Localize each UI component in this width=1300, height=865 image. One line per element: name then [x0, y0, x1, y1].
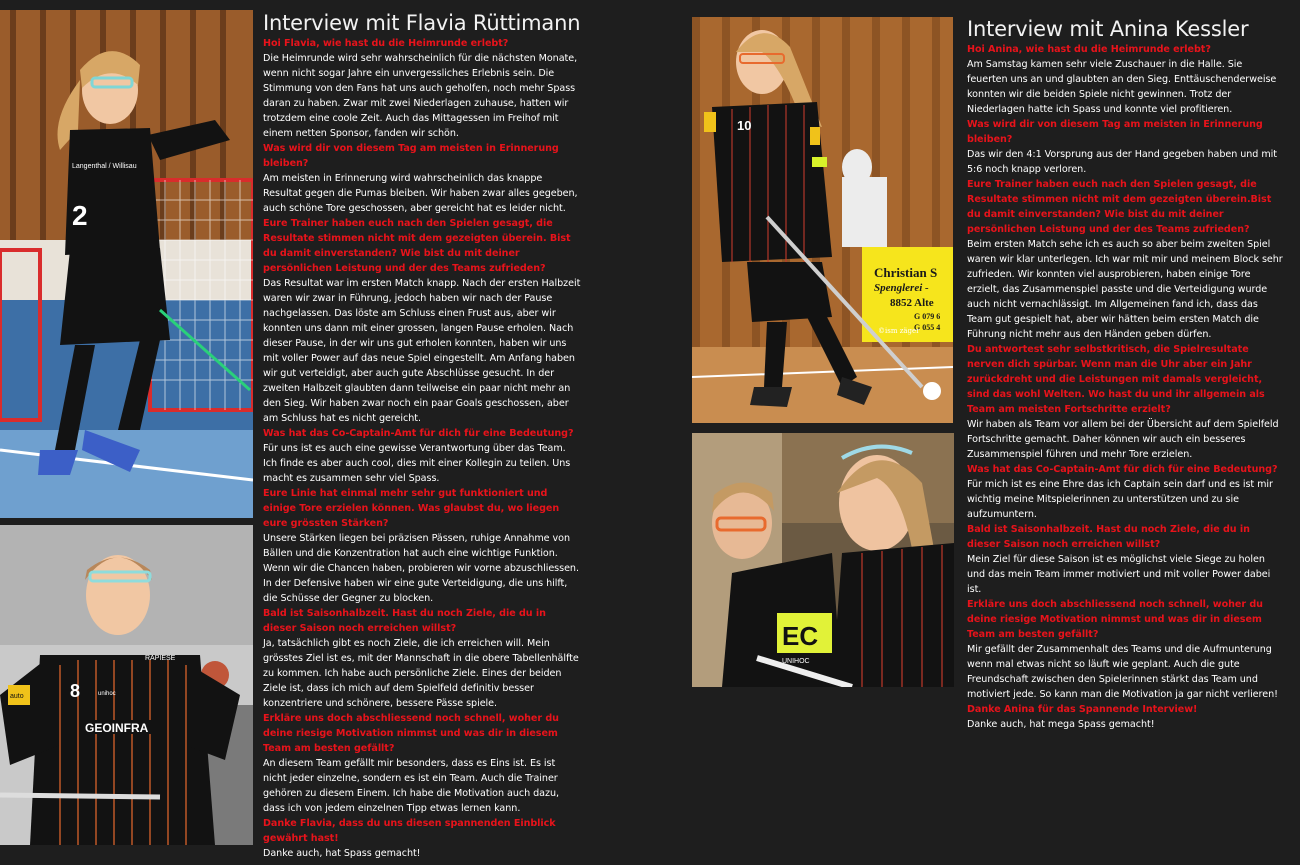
- question: Erkläre uns doch abschliessend noch schnell, woher du deine riesige Motivation nimmst und was dir in diesem Team am besten gefällt?: [263, 713, 559, 754]
- answer: An diesem Team gefällt mir besonders, dass es Eins ist. Es ist nicht jeder einzelne, sondern es ist ein Team. Auch die Trainer gehören zu diesem Einem. Ich habe die Motivation auch dazu, dass ich von jedem einzelnen Tipp etwas lernen kann.: [263, 758, 560, 814]
- question: Hoi Flavia, wie hast du die Heimrunde erlebt?: [263, 38, 509, 49]
- question: Hoi Anina, wie hast du die Heimrunde erlebt?: [967, 44, 1211, 55]
- answer: Danke auch, hat mega Spass gemacht!: [967, 719, 1155, 730]
- photo-anina-action: [692, 17, 953, 423]
- article-flavia: [263, 11, 581, 861]
- answer: Mir gefällt der Zusammenhalt des Teams und die Aufmunterung wenn mal etwas nicht so läuft wie geplant. Auch die gute Freundschaft zwischen den Spielerinnen stärkt das Team und motiviert jede. So kann man die Motivation ja gar nicht verlieren!: [967, 644, 1278, 700]
- shirt-number: 8: [70, 681, 81, 701]
- photo-team-bench: [692, 433, 954, 687]
- question: Du antwortest sehr selbstkritisch, die Spielresultate nerven dich spürbar. Wenn man die Uhr aber ein Jahr zurückdreht und die Leistungen mit damals vergleicht, sind das wohl Welten. Wo hast du und ihr allgemein als Team am meisten Fortschritte erzielt?: [967, 344, 1265, 415]
- question: Was wird dir von diesem Tag am meisten in Erinnerung bleiben?: [263, 143, 559, 169]
- article-title: Interview mit Anina Kessler: [967, 17, 1249, 41]
- shirt-text: Langenthal / Willisau: [72, 163, 137, 170]
- qa-list: [263, 36, 581, 861]
- question: Eure Linie hat einmal mehr sehr gut funktioniert und einige Tore erzielen können. Was glaubst du, wo liegen eure grössten Stärken?: [263, 488, 560, 529]
- shirt-number: 2: [72, 200, 88, 231]
- question: Was hat das Co-Captain-Amt für dich für eine Bedeutung?: [263, 428, 574, 439]
- banner-line-1: Christian S: [874, 265, 938, 280]
- chest-subtext: UNIHOC: [782, 658, 810, 665]
- answer: Die Heimrunde wird sehr wahrscheinlich für die nächsten Monate, wenn nicht sogar Jahre ein unvergessliches Erlebnis sein. Die Stimmung von den Fans hat uns auch geholfen, noch mehr Spass daran zu haben. Zwar mit zwei Niederlagen zuhause, hatten wir trotzdem eine coole Zeit. Auch das Mittagessen im Freihof mit einem netten Sponsor, fanden wir schön.: [263, 53, 578, 139]
- answer: Für mich ist es eine Ehre das ich Captain sein darf und es ist mir wichtig meine Mitspielerinnen zu unterstützen und zu sie aufzumuntern.: [967, 479, 1273, 520]
- answer: Ja, tatsächlich gibt es noch Ziele, die ich erreichen will. Mein grösstes Ziel ist es, mit der Mannschaft in die obere Tabellenhälfte zu kommen. Ich habe auch persönliche Ziele. Eines der beiden Ziele ist, dass ich mich auf dem Spielfeld definitiv besser konzentriere und schönere, bessere Pässe spiele.: [263, 638, 579, 709]
- photo-flavia-portrait: [0, 525, 253, 845]
- shoulder-logo-text: auto: [10, 693, 24, 700]
- answer: Beim ersten Match sehe ich es auch so aber beim zweiten Spiel waren wir klar unterlegen. Ich war mit mir und meinem Block sehr zufrieden. Wir konnten viel ausprobieren, haben einige Tore erzielt, das Zusammenspiel passte und die Verteidigung wurde auch nicht vernachlässigt. Im Allgemeinen fand ich, dass das Team gut gespielt hat, aber wir hätten beim ersten Match die Führung nicht mehr aus den Händen geben dürfen.: [967, 239, 1283, 340]
- banner-line-3: 8852 Alte: [890, 297, 934, 309]
- answer: Am Samstag kamen sehr viele Zuschauer in die Halle. Sie feuerten uns an und glaubten an den Sieg. Enttäuschenderweise konnten wir die beiden Spiele nicht gewinnen. Trotz der Niederlagen hatte ich Spass und konnte viel profitieren.: [967, 59, 1277, 115]
- banner-line-5: G 055 4: [914, 323, 941, 332]
- photo-flavia-celebration: [0, 10, 253, 518]
- question: Bald ist Saisonhalbzeit. Hast du noch Ziele, die du in dieser Saison noch erreichen willst?: [967, 524, 1250, 550]
- answer: Am meisten in Erinnerung wird wahrscheinlich das knappe Resultat gegen die Pumas bleiben. Wir haben zwar alles gegeben, auch schöne Tore geschossen, aber gereicht hat es leider nicht.: [263, 173, 578, 214]
- banner-line-4: G 079 6: [914, 312, 941, 321]
- answer: Das wir den 4:1 Vorsprung aus der Hand gegeben haben und mit 5:6 noch knapp verloren.: [967, 149, 1277, 175]
- question: Was hat das Co-Captain-Amt für dich für eine Bedeutung?: [967, 464, 1278, 475]
- chest-text: RAPIESE: [145, 655, 176, 662]
- chest-text: EC: [782, 621, 819, 651]
- question: Erkläre uns doch abschliessend noch schnell, woher du deine riesige Motivation nimmst und was dir in diesem Team am besten gefällt?: [967, 599, 1263, 640]
- answer: Wir haben als Team vor allem bei der Übersicht auf dem Spielfeld Fortschritte gemacht. Daher können wir auch ein besseres Zusammenspiel führen und mehr Tore erzielen.: [967, 419, 1279, 460]
- article-title: Interview mit Flavia Rüttimann: [263, 11, 581, 35]
- answer: Danke auch, hat Spass gemacht!: [263, 848, 421, 859]
- answer: Für uns ist es auch eine gewisse Verantwortung über das Team. Ich finde es aber auch cool, dies mit einer Kollegin zu teilen. Uns macht es zusammen sehr viel Spass.: [263, 443, 571, 484]
- answer: Das Resultat war im ersten Match knapp. Nach der ersten Halbzeit waren wir zwar in Führung, jedoch haben wir nach der Pause nachgelassen. Das löste am Schluss einen Frust aus, aber wir konnten uns dann mit einer grossen, langen Pause erholen. Nach dieser Pause, in der wir uns gut erholen konnten, haben wir uns mit voller Power auf das neue Spiel eingestellt. Am Anfang haben wir gut verteidigt, aber auch gute Abschlüsse gesucht. In der zweiten Halbzeit glaubten dann teilweise ein paar nicht mehr an den Sieg. Wir haben zwar noch ein paar Goals geschossen, aber am Schluss hat es nicht gereicht.: [263, 278, 581, 424]
- banner-line-2: Spenglerei -: [874, 282, 929, 294]
- qa-list: [967, 42, 1285, 732]
- question: Danke Flavia, dass du uns diesen spannenden Einblick gewährt hast!: [263, 818, 556, 844]
- photo-watermark: ©ism zäger: [878, 327, 920, 335]
- sponsor-logo-text: unihoc: [98, 691, 116, 697]
- shirt-sponsor: GEOINFRA: [85, 721, 149, 735]
- question: Bald ist Saisonhalbzeit. Hast du noch Ziele, die du in dieser Saison noch erreichen willst?: [263, 608, 546, 634]
- answer: Mein Ziel für diese Saison ist es möglichst viele Siege zu holen und das mein Team immer motiviert und mit voller Power dabei ist.: [967, 554, 1271, 595]
- shirt-number: 10: [737, 118, 752, 133]
- question: Eure Trainer haben euch nach den Spielen gesagt, die Resultate stimmen nicht mit dem gezeigten überein.Bist du damit einverstanden? Wie bist du mit deiner persönlichen Leistung und der des Teams zufrieden?: [967, 179, 1272, 235]
- question: Danke Anina für das Spannende Interview!: [967, 704, 1198, 715]
- article-anina: [967, 17, 1285, 732]
- question: Eure Trainer haben euch nach den Spielen gesagt, die Resultate stimmen nicht mit dem gezeigten überein. Bist du damit einverstanden? Wie bist du mit deiner persönlichen Leistung und der des Teams zufrieden?: [263, 218, 571, 274]
- answer: Unsere Stärken liegen bei präzisen Pässen, ruhige Annahme von Bällen und die Konzentration hat auch eine wichtige Funktion. Wenn wir die Chancen haben, probieren wir vorne abzuschliessen. In der Defensive haben wir eine gute Verteidigung, die uns hilft, die Schüsse der Gegner zu blocken.: [263, 533, 579, 604]
- question: Was wird dir von diesem Tag am meisten in Erinnerung bleiben?: [967, 119, 1263, 145]
